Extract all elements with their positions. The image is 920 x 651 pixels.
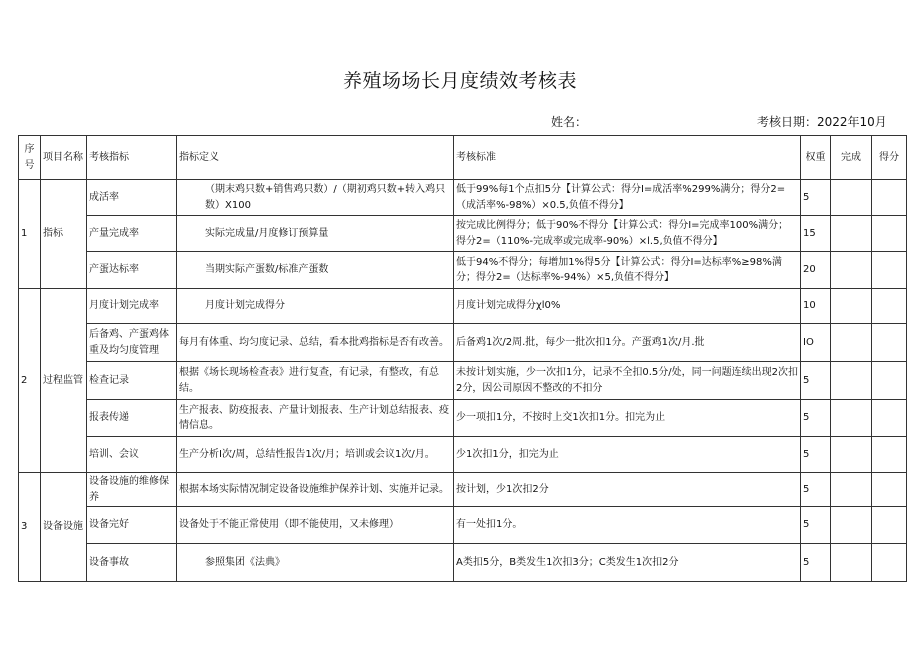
table-row <box>19 437 907 473</box>
standard-cell: A类扣5分，B类发生1次扣3分；C类发生1次扣2分 <box>454 544 801 582</box>
table-row <box>19 544 907 582</box>
indicator-cell: 月度计划完成率 <box>87 289 177 324</box>
definition-cell: 实际完成量/月度修订预算量 <box>177 216 454 252</box>
definition-cell: 根据《场长现场检查表》进行复查，有记录，有整改，有总结。 <box>177 362 454 400</box>
indicator-cell: 产量完成率 <box>87 216 177 252</box>
date-label: 考核日期：2022年10月 <box>757 115 887 129</box>
score-cell <box>872 180 907 216</box>
standard-cell: 未按计划实施，少一次扣1分，记录不全扣0.5分/处，同一问题连续出现2次扣2分，因公司原因不整改的不扣分 <box>454 362 801 400</box>
group-no: 1 <box>19 180 41 289</box>
score-cell <box>872 252 907 289</box>
header-indicator: 考核指标 <box>87 136 177 180</box>
header-row <box>19 136 907 180</box>
definition-cell: 每月有体重、均匀度记录、总结，看本批鸡指标是否有改善。 <box>177 324 454 362</box>
score-cell <box>872 473 907 507</box>
done-cell <box>831 180 872 216</box>
indicator-cell: 设备设施的维修保养 <box>87 473 177 507</box>
indicator-cell: 检查记录 <box>87 362 177 400</box>
page-title: 养殖场场长月度绩效考核表 <box>342 70 577 92</box>
header-no: 序号 <box>19 136 41 180</box>
indicator-cell: 设备完好 <box>87 507 177 544</box>
standard-cell: 按完成比例得分；低于90%不得分【计算公式：得分I=完成率100%满分；得分2=（110%-完成率或完成率-90%）×l.5,负值不得分】 <box>454 216 801 252</box>
group-name: 过程监管 <box>41 289 87 473</box>
done-cell <box>831 473 872 507</box>
header-item: 项目名称 <box>41 136 87 180</box>
group-name: 指标 <box>41 180 87 289</box>
weight-cell: 10 <box>801 289 831 324</box>
weight-cell: 5 <box>801 180 831 216</box>
weight-cell: 5 <box>801 362 831 400</box>
definition-cell: 生产分析I次/周，总结性报告1次/月；培训或会议1次/月。 <box>177 437 454 473</box>
header-definition: 指标定义 <box>177 136 454 180</box>
standard-cell: 后备鸡1次/2周.批，每少一批次扣1分。产蛋鸡1次/月.批 <box>454 324 801 362</box>
standard-cell: 有一处扣1分。 <box>454 507 801 544</box>
definition-cell: 生产报表、防疫报表、产量计划报表、生产计划总结报表、疫情信息。 <box>177 400 454 437</box>
done-cell <box>831 289 872 324</box>
score-cell <box>872 544 907 582</box>
indicator-cell: 成活率 <box>87 180 177 216</box>
weight-cell: 5 <box>801 473 831 507</box>
table-row <box>19 289 907 324</box>
table-row <box>19 473 907 507</box>
done-cell <box>831 324 872 362</box>
score-cell <box>872 400 907 437</box>
name-label: 姓名： <box>551 115 588 129</box>
score-cell <box>872 324 907 362</box>
done-cell <box>831 544 872 582</box>
done-cell <box>831 252 872 289</box>
score-cell <box>872 507 907 544</box>
done-cell <box>831 437 872 473</box>
standard-cell: 少一项扣1分，不按时上交1次扣1分。扣完为止 <box>454 400 801 437</box>
weight-cell: 5 <box>801 544 831 582</box>
group-no: 3 <box>19 473 41 582</box>
weight-cell: 5 <box>801 437 831 473</box>
done-cell <box>831 400 872 437</box>
indicator-cell: 后备鸡、产蛋鸡体重及均匀度管理 <box>87 324 177 362</box>
assessment-table <box>18 135 907 582</box>
table-row <box>19 507 907 544</box>
standard-cell: 低于99%每1个点扣5分【计算公式：得分I=成活率%299%满分；得分2=（成活率%-98%）×0.5,负值不得分】 <box>454 180 801 216</box>
done-cell <box>831 362 872 400</box>
table-row <box>19 324 907 362</box>
table-row <box>19 400 907 437</box>
header-score: 得分 <box>872 136 907 180</box>
table-row <box>19 180 907 216</box>
score-cell <box>872 362 907 400</box>
table-row <box>19 216 907 252</box>
group-name: 设备设施 <box>41 473 87 582</box>
weight-cell: IO <box>801 324 831 362</box>
definition-cell: （期末鸡只数+销售鸡只数）/（期初鸡只数+转入鸡只数）X100 <box>177 180 454 216</box>
header-weight: 权重 <box>801 136 831 180</box>
standard-cell: 按计划，少1次扣2分 <box>454 473 801 507</box>
table-row <box>19 362 907 400</box>
done-cell <box>831 507 872 544</box>
weight-cell: 20 <box>801 252 831 289</box>
group-no: 2 <box>19 289 41 473</box>
standard-cell: 月度计划完成得分χl0% <box>454 289 801 324</box>
definition-cell: 月度计划完成得分 <box>177 289 454 324</box>
standard-cell: 少1次扣1分，扣完为止 <box>454 437 801 473</box>
definition-cell: 根据本场实际情况制定设备设施维护保养计划、实施并记录。 <box>177 473 454 507</box>
weight-cell: 5 <box>801 507 831 544</box>
definition-cell: 当期实际产蛋数/标准产蛋数 <box>177 252 454 289</box>
indicator-cell: 培训、会议 <box>87 437 177 473</box>
score-cell <box>872 289 907 324</box>
indicator-cell: 设备事故 <box>87 544 177 582</box>
table-row <box>19 252 907 289</box>
indicator-cell: 报表传递 <box>87 400 177 437</box>
indicator-cell: 产蛋达标率 <box>87 252 177 289</box>
score-cell <box>872 216 907 252</box>
header-standard: 考核标准 <box>454 136 801 180</box>
weight-cell: 15 <box>801 216 831 252</box>
definition-cell: 设备处于不能正常使用（即不能使用，又未修理） <box>177 507 454 544</box>
header-done: 完成 <box>831 136 872 180</box>
score-cell <box>872 437 907 473</box>
done-cell <box>831 216 872 252</box>
weight-cell: 5 <box>801 400 831 437</box>
standard-cell: 低于94%不得分；每增加1%得5分【计算公式：得分I=达标率%≥98%满分；得分2=（达标率%-94%）×5,负值不得分】 <box>454 252 801 289</box>
definition-cell: 参照集团《法典》 <box>177 544 454 582</box>
